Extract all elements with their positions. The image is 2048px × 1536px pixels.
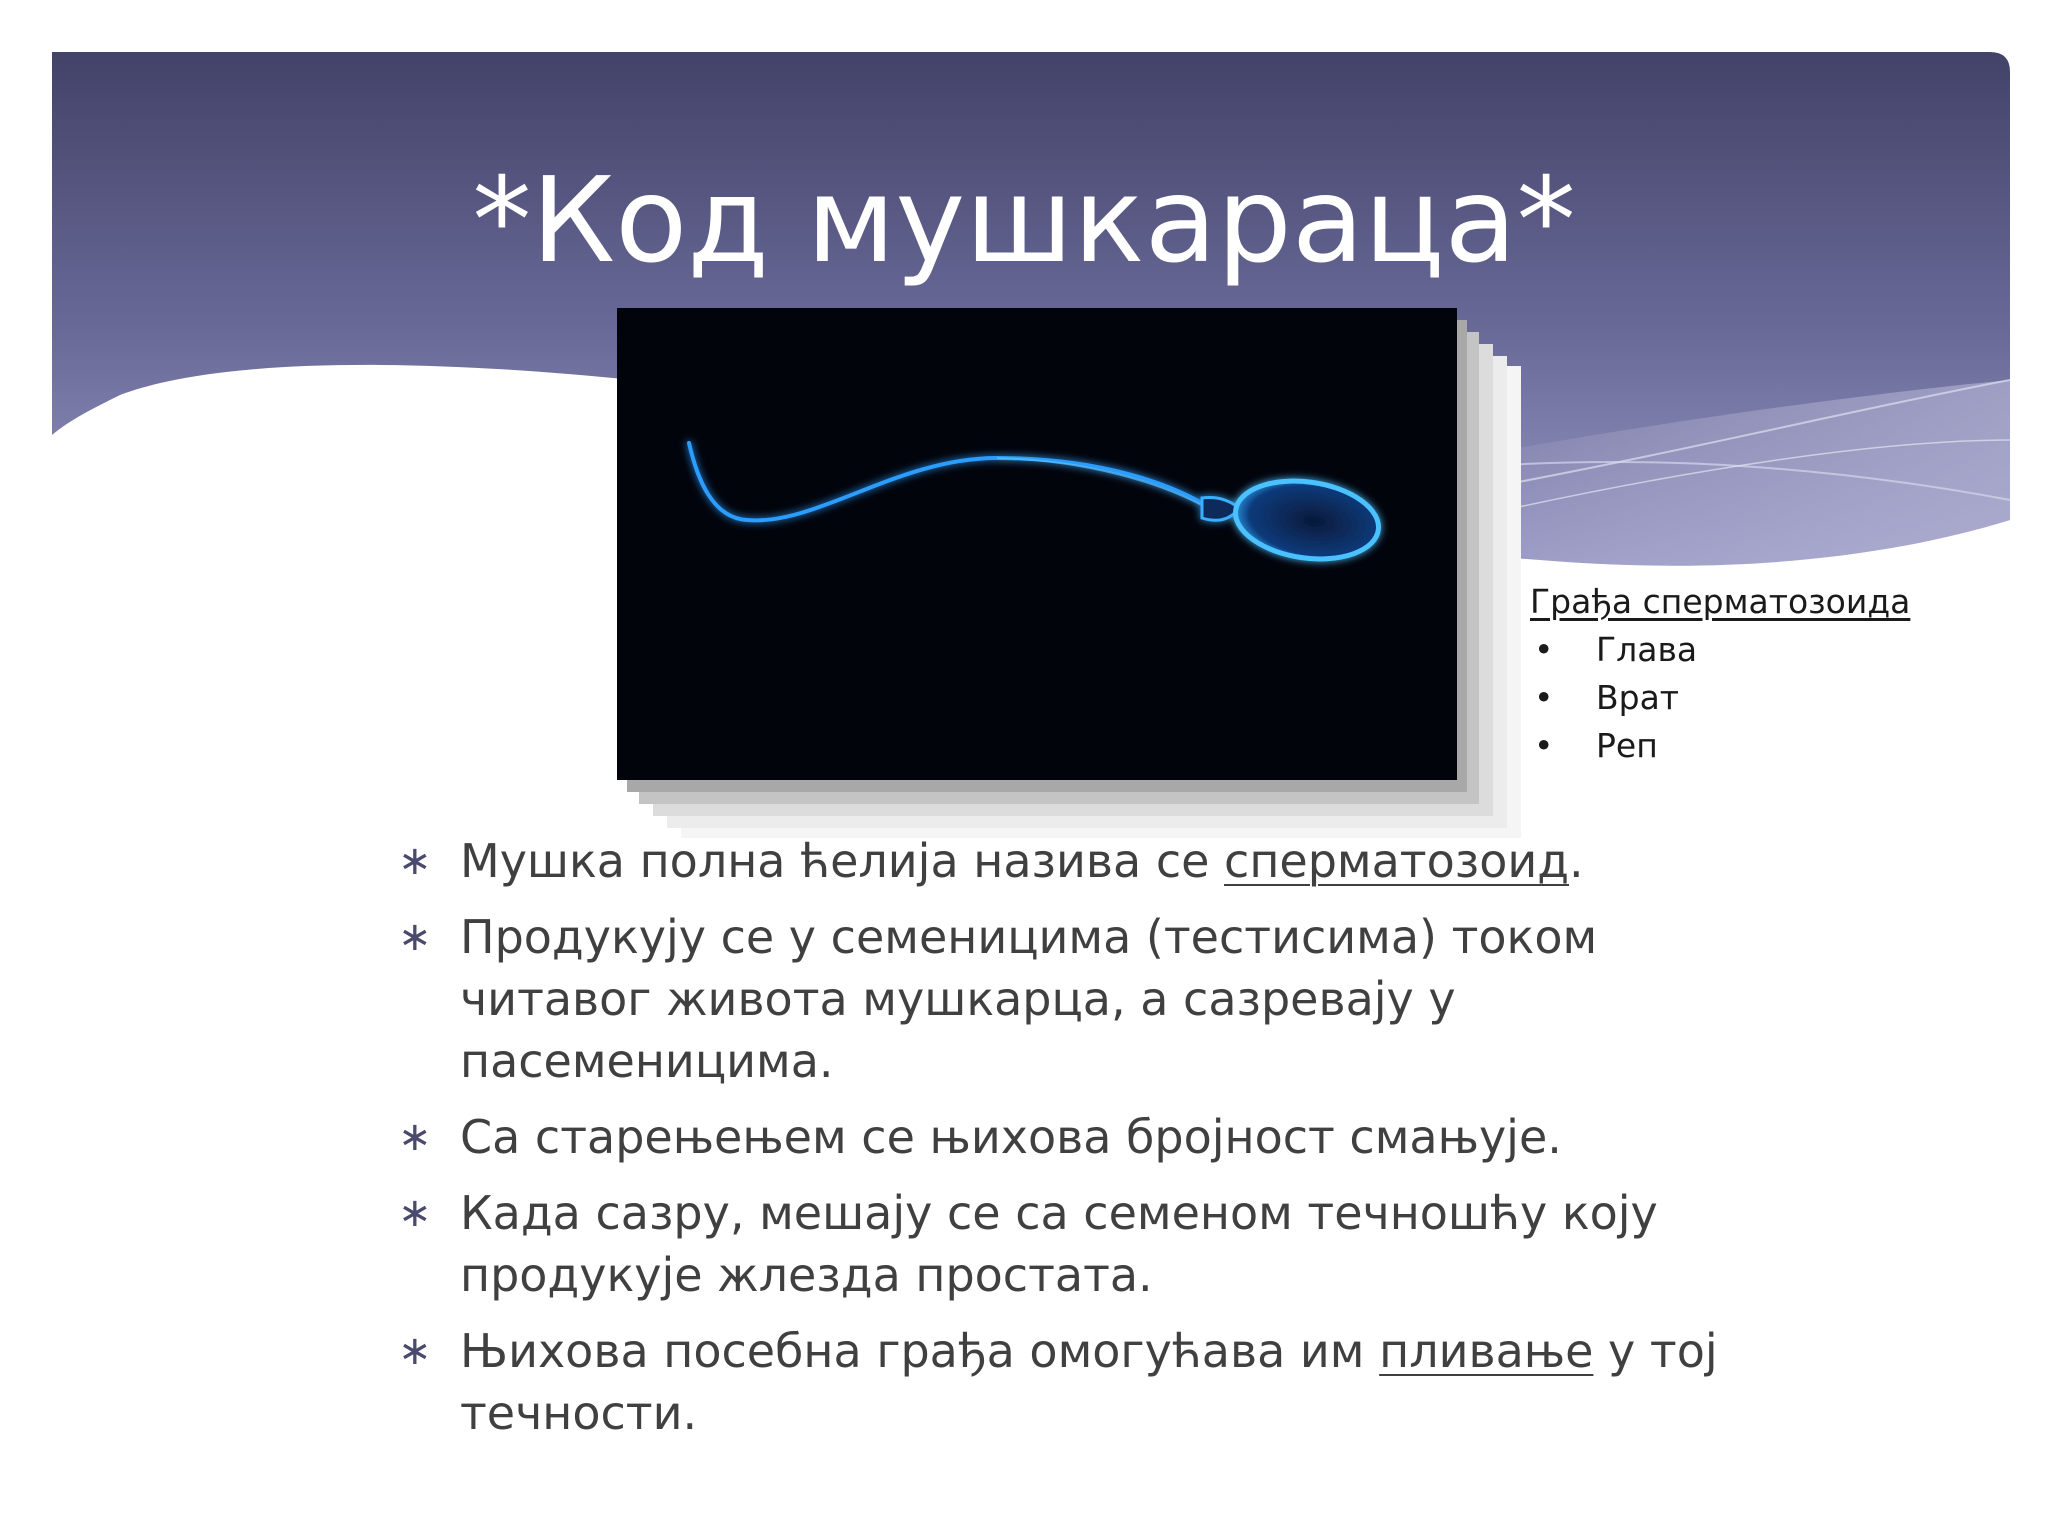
caption-item-neck — [1530, 674, 2010, 722]
asterisk-bullet-icon: ∗ — [398, 838, 432, 884]
caption-item-head — [1530, 626, 2010, 674]
bullet-item — [398, 1182, 1718, 1306]
caption-list — [1530, 626, 2010, 770]
caption-item-tail — [1530, 722, 2010, 770]
bullet-item — [398, 830, 1718, 892]
link-spermatozoid[interactable]: сперматозоид — [1224, 834, 1570, 888]
bullet-text: Када сазру, мешају се са семеном течношћу коју продукује жлезда простата. — [460, 1186, 1658, 1302]
asterisk-bullet-icon: ∗ — [398, 1114, 432, 1160]
bullet-text: Са старењењем се њихова бројност смањује. — [460, 1110, 1562, 1164]
bullet-dot: • — [1534, 726, 1554, 765]
bullet-item — [398, 1106, 1718, 1168]
bullet-text-end: у тој течности. — [460, 1324, 1718, 1440]
bullet-text: Продукују се у семеницима (тестисима) током читавог живота мушкарца, а сазревају у пасеменицима. — [460, 910, 1598, 1088]
bullet-text-end: . — [1569, 834, 1584, 888]
caption-item-label: Врат — [1596, 678, 1680, 717]
body-bullets — [398, 830, 1718, 1458]
bullet-item — [398, 1320, 1718, 1444]
asterisk-bullet-icon: ∗ — [398, 1190, 432, 1236]
asterisk-bullet-icon: ∗ — [398, 1328, 432, 1374]
link-swimming[interactable]: пливање — [1379, 1324, 1594, 1378]
asterisk-bullet-icon: ∗ — [398, 914, 432, 960]
slide-title: *Код мушкараца* — [472, 151, 1576, 289]
bullet-text: Њихова посебна грађа омогућава им — [460, 1324, 1380, 1378]
sperm-cell-icon — [617, 308, 1457, 780]
bullet-text: Мушка полна ћелија назива се — [460, 834, 1225, 888]
bullet-dot: • — [1534, 678, 1554, 717]
sperm-cell-image — [617, 308, 1457, 780]
caption-item-label: Глава — [1596, 630, 1698, 669]
structure-caption — [1530, 578, 2010, 770]
caption-item-label: Реп — [1596, 726, 1658, 765]
bullet-dot: • — [1534, 630, 1554, 669]
bullet-item — [398, 906, 1718, 1092]
caption-title: Грађа сперматозоида — [1530, 582, 1911, 621]
